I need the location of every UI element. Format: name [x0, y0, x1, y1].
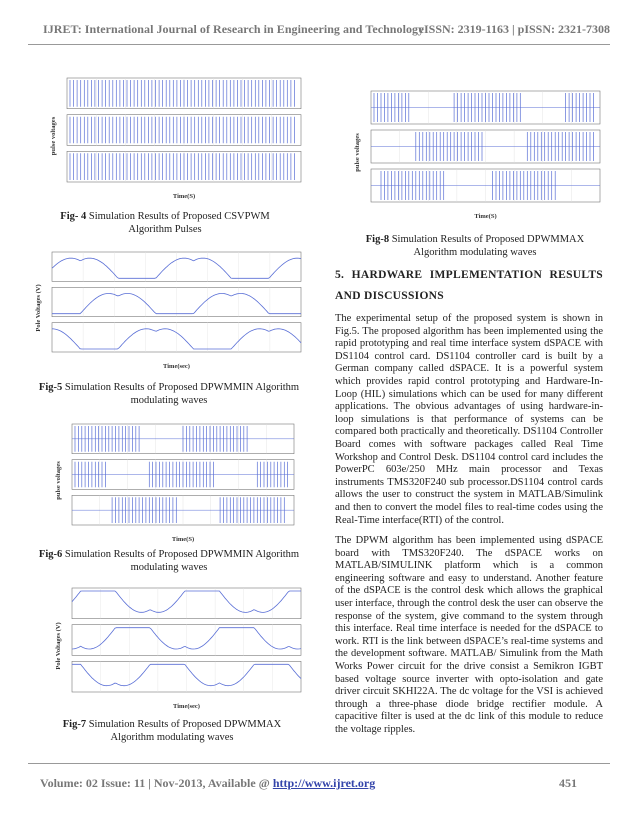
- pulse-panel-1: [67, 78, 301, 109]
- section-paragraph-1: The experimental setup of the proposed system is shown in Fig.5. The proposed algorithm has been implemented using the rapid prototyping and real time interface system dSPACE with DS1104 control card. DS1104 controller card is built by a German company called dSPACE. It is a powerful system which provides rapid control prototyping and Hardware-In-Loop (HIL) simulations which can be used for many different applications. The obvious advantages of using hardware-in-loop simulations is that performance of systems can be compared both practically and theoretically. DS1104 Controller Board comes with software packages called Real Time Workshop and Control Desk. DS1104 control card includes the PowerPC 603e/250 MHz main processor and Texas instruments TMS320F240 sub processor.DS1104 control cards allows the user to construct the system in MATLAB/Simulink and then to convert the model files to real-time codes using the Real-Time interface(RTI) of the control.: [335, 313, 603, 526]
- figure-4-label: Fig- 4: [60, 211, 87, 222]
- y-axis-label: Pole Voltages (V): [55, 622, 62, 670]
- figure-6-label: Fig-6: [38, 549, 63, 560]
- pulse-panel-3: [67, 151, 301, 182]
- x-axis-label: Time(sec): [163, 363, 190, 370]
- footer-divider: [28, 763, 610, 764]
- wave-panel-3: [52, 323, 301, 352]
- y-axis-label: pulse voltages: [55, 461, 62, 500]
- wave-panel-1: [52, 252, 301, 281]
- figure-8: [349, 85, 604, 220]
- figure-4: [45, 72, 305, 200]
- pulse-panel-2: [72, 460, 294, 490]
- figure-8-label: Fig-8: [365, 234, 390, 245]
- wave-panel-3: [72, 661, 301, 692]
- fig6-plot: [50, 418, 298, 543]
- x-axis-label: Time(S): [171, 536, 195, 543]
- page-number: 451: [559, 776, 577, 790]
- figure-5: [30, 246, 305, 370]
- figure-7-caption-text: Simulation Results of Proposed DPWMMAX Algorithm modulating waves: [86, 719, 282, 743]
- pulse-panel-1: [371, 91, 600, 124]
- pulse-panel-3: [371, 169, 600, 202]
- x-axis-label: Time(S): [474, 213, 497, 220]
- fig5-plot: [30, 246, 305, 370]
- figure-6-caption-text: Simulation Results of Proposed DPWMMIN Algorithm modulating waves: [62, 549, 300, 573]
- figure-5-caption-text: Simulation Results of Proposed DPWMMIN Algorithm modulating waves: [62, 382, 300, 406]
- figure-7: [50, 582, 305, 710]
- figure-8-caption-text: Simulation Results of Proposed DPWMMAX Algorithm modulating waves: [389, 234, 585, 258]
- section-heading: 5. HARDWARE IMPLEMENTATION RESULTS AND DISCUSSIONS: [335, 269, 603, 302]
- fig8-plot: [349, 85, 604, 220]
- pulse-panel-2: [67, 115, 301, 146]
- x-axis-label: Time(sec): [173, 703, 200, 710]
- wave-panel-1: [72, 588, 301, 619]
- figure-5-caption: [28, 381, 310, 407]
- figure-4-caption: [40, 210, 290, 236]
- pulse-panel-1: [72, 424, 294, 454]
- figure-6-caption: [36, 548, 302, 574]
- y-axis-label: pulse voltages: [354, 133, 361, 172]
- header-divider: [28, 44, 610, 45]
- wave-panel-2: [52, 287, 301, 316]
- figure-7-label: Fig-7: [62, 719, 87, 730]
- footer-volume: [40, 776, 375, 791]
- journal-link[interactable]: http://www.ijret.org: [272, 776, 376, 790]
- x-axis-label: Time(S): [172, 193, 196, 200]
- fig4-plot: [45, 72, 305, 200]
- figure-6: [50, 418, 298, 543]
- section-paragraph-2: The DPWM algorithm has been implemented using dSPACE board with TMS320F240. The dSPACE works on MATLAB/SIMULINK platform which is a common engineering software and easy to understand. Another feature of the dSPACE is the control desk which allows the graphical user interface, through the control desk the user can observe the response of the system, give command to the system through this interface. Real time interface is needed for the dSPACE to work. RTI is the link between dSPACE’s real-time systems and the development software. MATLAB/ Simulink from the Math Works Power circuit for the drive consist a Semikron IGBT based voltage source inverter with opto-isolation and gate driver circuit SKHI22A. The dc voltage for the VSI is achieved through a three-phase diode bridge rectifier module. A capacitive filter is used at the dc link of this module to reduce the voltage ripples.: [335, 535, 603, 735]
- journal-name: IJRET: International Journal of Research in Engineering and Technology: [43, 22, 425, 36]
- wave-panel-2: [72, 625, 301, 656]
- footer-volume-text: Volume: 02 Issue: 11 | Nov-2013, Available @: [40, 776, 273, 790]
- figure-7-caption: [52, 718, 292, 744]
- y-axis-label: pulse voltages: [50, 116, 57, 156]
- fig7-plot: [50, 582, 305, 710]
- figure-8-caption: [350, 233, 600, 259]
- pulse-panel-3: [72, 495, 294, 525]
- issn-info: eISSN: 2319-1163 | pISSN: 2321-7308: [418, 22, 610, 36]
- pulse-panel-2: [371, 130, 600, 163]
- y-axis-label: Pole Voltages (V): [35, 284, 42, 332]
- figure-5-label: Fig-5: [38, 382, 63, 393]
- figure-4-caption-text: Simulation Results of Proposed CSVPWM Algorithm Pulses: [86, 211, 270, 235]
